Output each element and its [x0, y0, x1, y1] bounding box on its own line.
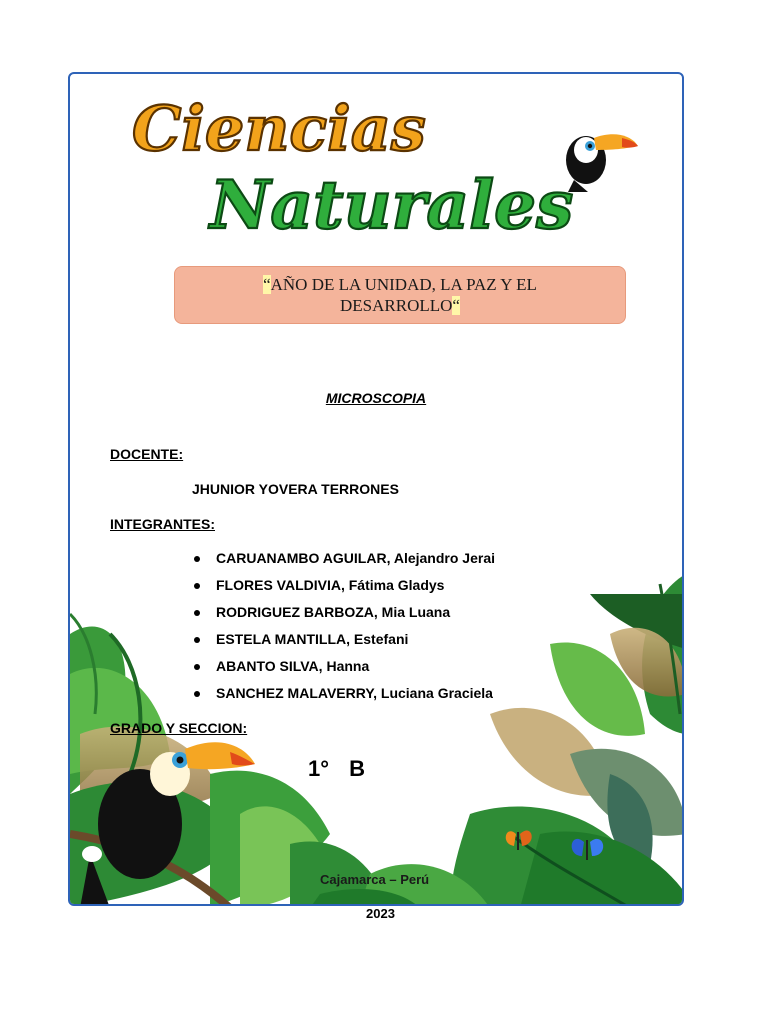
year-banner-line2: DESARROLLO [340, 296, 453, 315]
integrantes-label: INTEGRANTES: [110, 516, 215, 532]
list-item: RODRIGUEZ BARBOZA, Mia Luana [192, 604, 495, 631]
list-item: ABANTO SILVA, Hanna [192, 658, 495, 685]
bullet-icon [194, 583, 200, 589]
list-item: SANCHEZ MALAVERRY, Luciana Graciela [192, 685, 495, 712]
grado-label: GRADO Y SECCION: [110, 720, 248, 736]
year-banner [174, 266, 626, 324]
topic-title: MICROSCOPIA [325, 390, 427, 406]
bullet-icon [194, 664, 200, 670]
list-item: ESTELA MANTILLA, Estefani [192, 631, 495, 658]
page-frame [68, 72, 684, 906]
year-label: 2023 [366, 906, 395, 921]
toucan-icon [560, 122, 640, 192]
docente-name: JHUNIOR YOVERA TERRONES [192, 481, 399, 497]
bullet-icon [194, 556, 200, 562]
grado-value: 1° B [308, 756, 366, 781]
close-quote: “ [452, 296, 460, 315]
bullet-icon [194, 691, 200, 697]
members-list [192, 550, 495, 712]
list-item: CARUANAMBO AGUILAR, Alejandro Jerai [192, 550, 495, 577]
open-quote: “ [263, 275, 271, 294]
list-item: FLORES VALDIVIA, Fátima Gladys [192, 577, 495, 604]
bullet-icon [194, 610, 200, 616]
logo-line2: Naturales [210, 166, 574, 242]
city-label: Cajamarca – Perú [320, 872, 430, 887]
bullet-icon [194, 637, 200, 643]
logo-line1: Ciencias [132, 92, 426, 165]
docente-label: DOCENTE: [110, 446, 184, 462]
year-banner-line1: AÑO DE LA UNIDAD, LA PAZ Y EL [270, 275, 537, 294]
